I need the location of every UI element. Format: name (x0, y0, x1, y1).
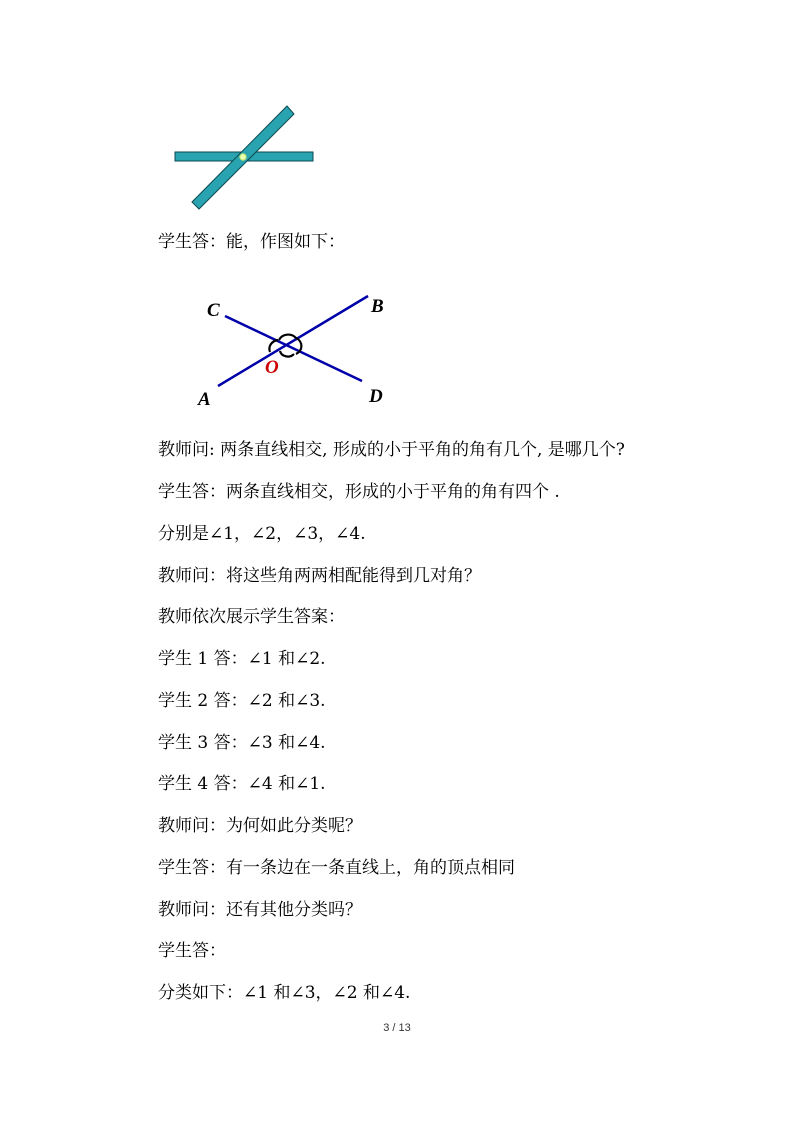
text-line-15: 分类如下：∠1 和∠3，∠2 和∠4. (158, 983, 411, 1003)
text-line-4: 分别是∠1，∠2，∠3，∠4. (158, 524, 366, 544)
text-line-1: 学生答：能，作图如下： (158, 232, 345, 252)
pivot-point (240, 154, 246, 160)
text-line-8: 学生 2 答：∠2 和∠3. (158, 691, 326, 711)
point-label-o: O (265, 357, 279, 378)
text-line-9: 学生 3 答：∠3 和∠4. (158, 733, 326, 753)
point-label-a: A (198, 389, 211, 410)
text-line-7: 学生 1 答：∠1 和∠2. (158, 649, 326, 669)
angle-arc-bottom (280, 351, 294, 357)
angle-arc-right (296, 338, 301, 354)
text-line-6: 教师依次展示学生答案： (158, 607, 345, 627)
text-line-5: 教师问：将这些角两两相配能得到几对角？ (158, 566, 481, 586)
text-line-10: 学生 4 答：∠4 和∠1. (158, 774, 326, 794)
point-label-b: B (371, 296, 384, 317)
page-number: 3 / 13 (383, 1022, 411, 1034)
text-line-14: 学生答： (158, 941, 226, 961)
text-line-11: 教师问：为何如此分类呢？ (158, 816, 362, 836)
text-line-12: 学生答：有一条边在一条直线上，角的顶点相同 (158, 858, 515, 878)
point-label-c: C (207, 300, 220, 321)
text-line-13: 教师问：还有其他分类吗？ (158, 900, 362, 920)
point-label-d: D (369, 386, 383, 407)
crossed-sticks-figure (170, 100, 320, 215)
line-cd (225, 316, 362, 381)
angle-arc-top (279, 335, 296, 340)
text-line-3: 学生答：两条直线相交，形成的小于平角的角有四个 . (158, 482, 560, 502)
text-line-2: 教师问: 两条直线相交, 形成的小于平角的角有几个, 是哪几个? (158, 440, 625, 460)
